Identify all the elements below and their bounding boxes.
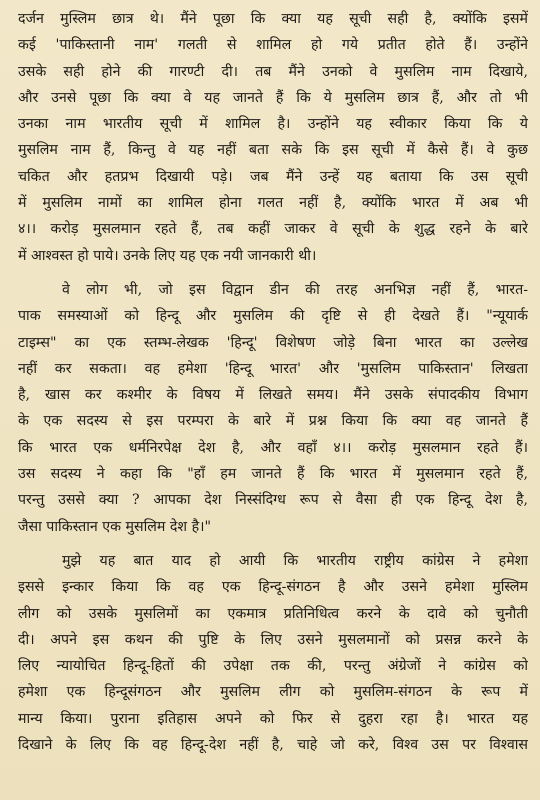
paragraph-3 <box>18 548 528 758</box>
text-line: परन्तु उससे क्या ? आपका देश निस्संदिग्ध रूप से वैसा ही एक हिन्दू देश है, <box>18 492 528 509</box>
text-line: दी। अपने इस कथन की पुष्टि के लिए उसने मुसलमानों को प्रसन्न करने के <box>18 631 528 648</box>
text-line: ४।। करोड़ मुसलमान रहते हैं, तब कहीं जाकर वे सूची के शुद्ध रहने के बारे <box>18 221 528 238</box>
text-line: वे लोग भी, जो इस विद्वान डीन की तरह अनभिज्ञ नहीं हैं, भारत- <box>62 281 528 298</box>
text-line: हमेशा एक हिन्दूसंगठन और मुसलिम लीग को मुसलिम-संगठन के रूप में <box>18 684 528 701</box>
text-line: लीग को उसके मुसलिमों का एकमात्र प्रतिनिधित्व करने के दावे को चुनौती <box>18 605 528 622</box>
text-line: इससे इन्कार किया कि वह एक हिन्दू-संगठन है और उसने हमेशा मुस्लिम <box>18 579 528 596</box>
text-line: लिए न्यायोचित हिन्दू-हितों की उपेक्षा तक की, परन्तु अंग्रेजों ने कांग्रेस को <box>18 658 528 675</box>
text-line: कई 'पाकिस्तानी नाम' गलती से शामिल हो गये प्रतीत होते हैं। उन्होंने <box>18 37 528 54</box>
text-line: मुझे यह बात याद हो आयी कि भारतीय राष्ट्रीय कांग्रेस ने हमेशा <box>62 552 528 569</box>
text-line: और उनसे पूछा कि क्या वे यह जानते हैं कि ये मुसलिम छात्र हैं, और तो भी <box>18 89 528 106</box>
text-line: में आश्वस्त हो पाये। उनके लिए यह एक नयी जानकारी थी। <box>18 247 317 264</box>
text-line: दर्जन मुस्लिम छात्र थे। मैंने पूछा कि क्या यह सूची सही है, क्योंकि इसमें <box>18 11 528 27</box>
text-line: नहीं कर सकता। वह हमेशा 'हिन्दू भारत' और 'मुसलिम पाकिस्तान' लिखता <box>18 360 528 377</box>
text-line: उसके सही होने की गारण्टी दी। तब मैंने उनको वे मुसलिम नाम दिखाये, <box>18 63 528 80</box>
text-line: जैसा पाकिस्तान एक मुसलिम देश है।" <box>18 518 212 535</box>
text-line: है, खास कर कश्मीर के विषय में लिखते समय। मैंने उसके संपादकीय विभाग <box>18 387 528 404</box>
text-line: दिखाने के लिए कि वह हिन्दू-देश नहीं है, चाहे जो करे, विश्व उस पर विश्वास <box>18 737 528 754</box>
paragraph-2 <box>18 277 528 540</box>
text-line: मान्य किया। पुराना इतिहास अपने को फिर से दुहरा रहा है। भारत यह <box>18 710 528 727</box>
text-line: उनका नाम भारतीय सूची में शामिल है। उन्होंने यह स्वीकार किया कि ये <box>18 116 528 133</box>
text-line: चकित और हतप्रभ दिखायी पड़े। जब मैंने उन्हें यह बताया कि उस सूची <box>18 168 528 185</box>
text-line: में मुसलिम नामों का शामिल होना गलत नहीं है, क्योंकि भारत में अब भी <box>18 195 528 212</box>
text-line: पाक समस्याओं को हिन्दू और मुसलिम की दृष्टि से ही देखते हैं। "न्यूयार्क <box>18 308 528 325</box>
paragraph-1 <box>18 6 528 269</box>
text-line: टाइम्स" का एक स्तम्भ-लेखक 'हिन्दू' विशेषण जोड़े बिना भारत का उल्लेख <box>18 334 528 351</box>
text-line: उस सदस्य ने कहा कि "हाँ हम जानते हैं कि भारत में मुसलमान रहते हैं, <box>18 466 528 483</box>
text-line: के एक सदस्य से इस परम्परा के बारे में प्रश्न किया कि क्या वह जानते हैं <box>18 413 528 430</box>
text-line: कि भारत एक धर्मनिरपेक्ष देश है, और वहाँ ४।। करोड़ मुसलमान रहते हैं। <box>18 439 528 456</box>
text-line: मुसलिम नाम हैं, किन्तु वे यह नहीं बता सके कि इस सूची में कैसे हैं। वे कुछ <box>18 142 528 159</box>
